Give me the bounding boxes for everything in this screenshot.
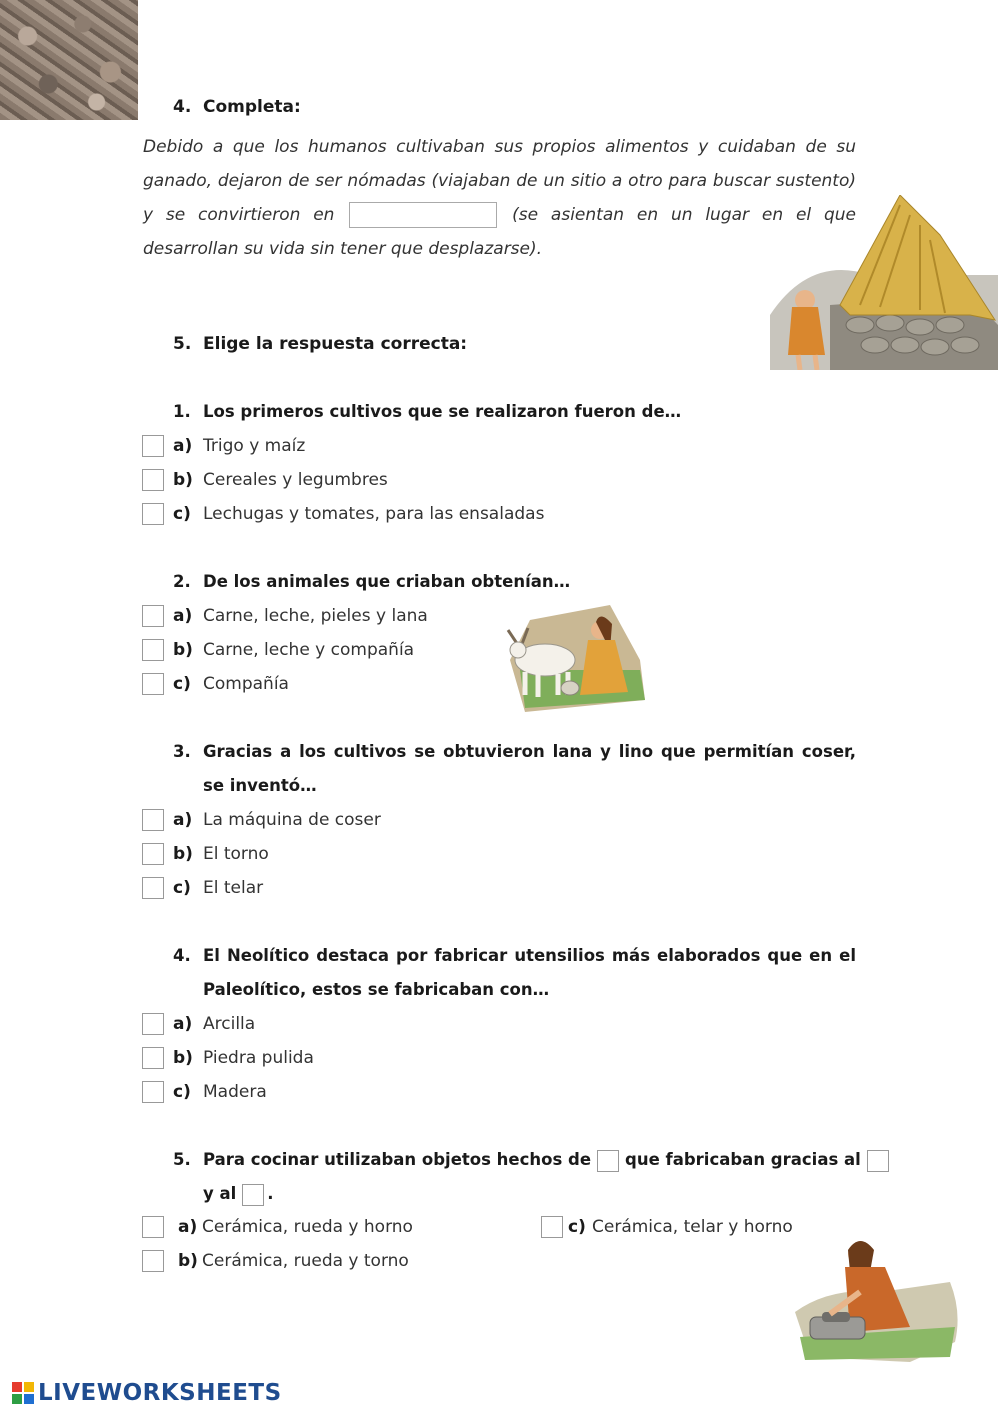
liveworksheets-logo-text: LIVEWORKSHEETS — [38, 1380, 282, 1406]
q2-option-c: c) Compañía — [173, 674, 289, 694]
q5-blank-3[interactable] — [242, 1184, 264, 1206]
q4-option-c: c) Madera — [173, 1082, 267, 1102]
q1-option-c-checkbox[interactable] — [142, 503, 164, 525]
q4-option-a-checkbox[interactable] — [142, 1013, 164, 1035]
question-5-text-part2: que fabricaban gracias al — [625, 1150, 861, 1169]
q2-option-a-checkbox[interactable] — [142, 605, 164, 627]
q5-option-a: a) Cerámica, rueda y horno — [178, 1217, 413, 1237]
question-4-number: 4. — [173, 946, 191, 965]
q5-option-c: c) Cerámica, telar y horno — [568, 1217, 793, 1237]
question-3-text: Gracias a los cultivos se obtuvieron lana y lino que permitían coser, se inventó… — [203, 742, 856, 795]
q3-option-b-checkbox[interactable] — [142, 843, 164, 865]
q1-option-a-checkbox[interactable] — [142, 435, 164, 457]
q2-option-c-checkbox[interactable] — [142, 673, 164, 695]
liveworksheets-logo-icon — [12, 1382, 34, 1404]
q1-option-b-checkbox[interactable] — [142, 469, 164, 491]
q4-option-a: a) Arcilla — [173, 1014, 256, 1034]
paragraph-text-after: (se asientan en un lugar en el que desarrollan su vida sin tener que desplazarse). — [143, 205, 856, 259]
paragraph-text-before: Debido a que los humanos cultivaban sus propios alimentos y cuidaban de su ganado, dejaron de ser nómadas (viajaban de un sitio a otro para buscar sustento) y se convirtieron en — [143, 137, 856, 225]
q2-option-b: b) Carne, leche y compañía — [173, 640, 415, 660]
question-5-line-2 — [203, 1177, 503, 1211]
goat-milking-illustration — [500, 600, 645, 712]
grinding-woman-illustration — [790, 1232, 962, 1364]
liveworksheets-logo — [12, 1380, 282, 1410]
section-4-number: 4. — [173, 97, 192, 117]
question-3-number: 3. — [173, 742, 191, 761]
q2-option-b-checkbox[interactable] — [142, 639, 164, 661]
q3-option-c-checkbox[interactable] — [142, 877, 164, 899]
q3-option-c: c) El telar — [173, 878, 264, 898]
question-2-text: De los animales que criaban obtenían… — [203, 572, 571, 591]
question-1-number: 1. — [173, 402, 191, 421]
stone-wall-image — [0, 0, 138, 120]
section-4-paragraph — [143, 130, 856, 266]
question-5-number: 5. — [173, 1150, 191, 1169]
q5-option-b-checkbox[interactable] — [142, 1250, 164, 1272]
q5-blank-2[interactable] — [867, 1150, 889, 1172]
question-1-text: Los primeros cultivos que se realizaron fueron de… — [203, 402, 682, 421]
section-4-title: Completa: — [203, 97, 301, 117]
q2-option-a: a) Carne, leche, pieles y lana — [173, 606, 428, 626]
section-5-number: 5. — [173, 334, 192, 354]
question-5-line-1 — [203, 1143, 903, 1177]
q4-option-b: b) Piedra pulida — [173, 1048, 314, 1068]
question-5-text-part3: y al — [203, 1184, 237, 1203]
sedentary-blank-input[interactable] — [349, 202, 497, 228]
question-2-number: 2. — [173, 572, 191, 591]
q1-option-b: b) Cereales y legumbres — [173, 470, 388, 490]
q4-option-b-checkbox[interactable] — [142, 1047, 164, 1069]
neolithic-hut-illustration — [770, 195, 998, 370]
q3-option-b: b) El torno — [173, 844, 269, 864]
question-5-text-end: . — [267, 1184, 274, 1203]
q5-option-b: b) Cerámica, rueda y torno — [178, 1251, 409, 1271]
q4-option-c-checkbox[interactable] — [142, 1081, 164, 1103]
question-4-text: El Neolítico destaca por fabricar utensilios más elaborados que en el Paleolítico, estos se fabricaban con… — [203, 946, 856, 999]
question-5-text-part1: Para cocinar utilizaban objetos hechos de — [203, 1150, 592, 1169]
q5-option-c-checkbox[interactable] — [541, 1216, 563, 1238]
section-5-title: Elige la respuesta correcta: — [203, 334, 468, 354]
q3-option-a-checkbox[interactable] — [142, 809, 164, 831]
q3-option-a: a) La máquina de coser — [173, 810, 381, 830]
q1-option-c: c) Lechugas y tomates, para las ensaladas — [173, 504, 545, 524]
q5-blank-1[interactable] — [597, 1150, 619, 1172]
q5-option-a-checkbox[interactable] — [142, 1216, 164, 1238]
q1-option-a: a) Trigo y maíz — [173, 436, 306, 456]
